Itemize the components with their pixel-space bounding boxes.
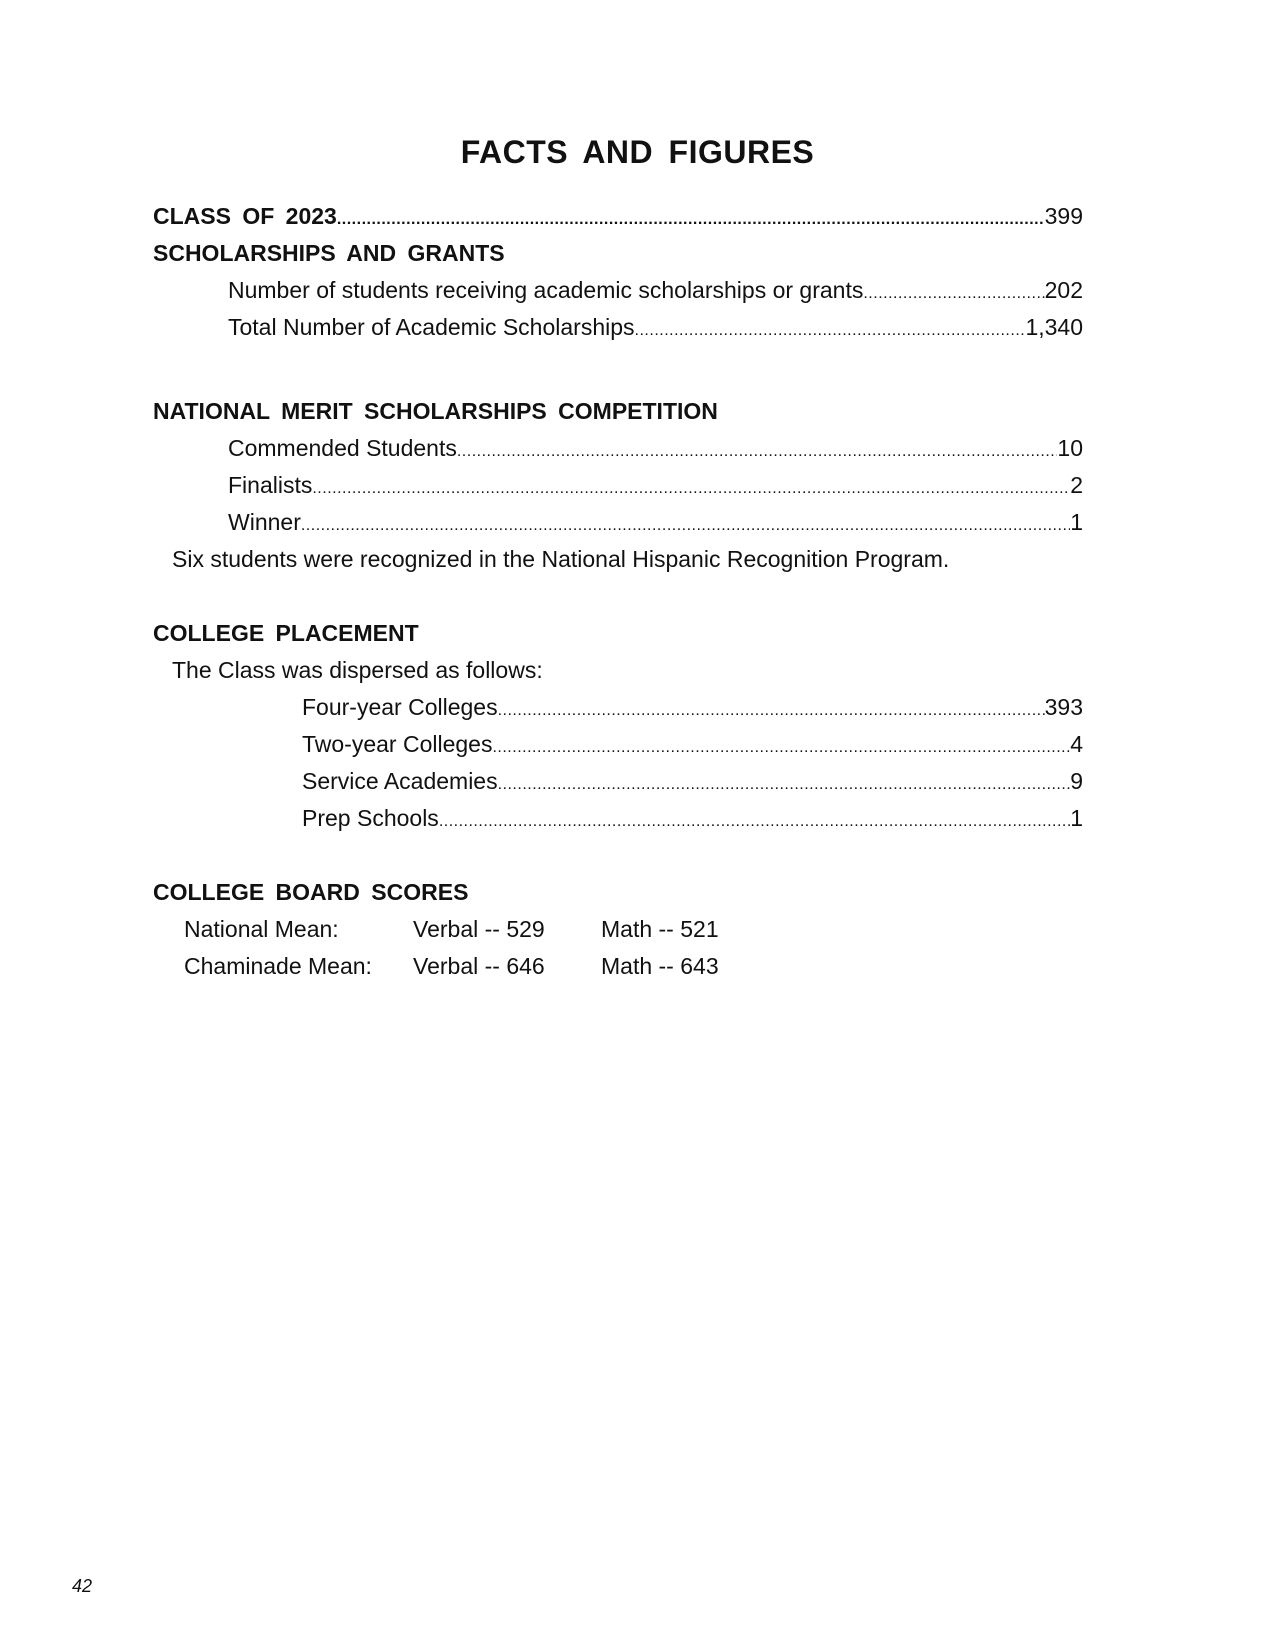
- score-verbal: Verbal -- 529: [413, 916, 545, 942]
- scholarships-heading: SCHOLARSHIPS AND GRANTS: [153, 240, 505, 266]
- dot-leader: [337, 202, 1045, 234]
- national-merit-item-value: 1: [1070, 509, 1083, 535]
- college-placement-heading: COLLEGE PLACEMENT: [153, 620, 419, 646]
- scholarship-item: [228, 272, 1083, 308]
- class-of-row: [153, 198, 1083, 234]
- dot-leader: [492, 730, 1070, 762]
- dot-leader: [863, 276, 1044, 308]
- placement-item-label: Two-year Colleges: [302, 731, 493, 757]
- dot-leader: [312, 471, 1070, 503]
- national-merit-item-value: 2: [1070, 472, 1083, 498]
- placement-item-value: 393: [1044, 694, 1083, 720]
- dot-leader: [439, 804, 1070, 836]
- placement-item: [302, 726, 1083, 762]
- dot-leader: [301, 508, 1070, 540]
- score-verbal: Verbal -- 646: [413, 953, 545, 979]
- placement-item: [302, 763, 1083, 799]
- college-placement-intro: The Class was dispersed as follows:: [172, 657, 543, 683]
- class-of-label: CLASS OF 2023: [153, 203, 337, 229]
- national-merit-item: [228, 467, 1083, 503]
- national-merit-item: [228, 430, 1083, 466]
- dot-leader: [457, 434, 1058, 466]
- national-merit-item-label: Winner: [228, 509, 301, 535]
- placement-item-value: 9: [1070, 768, 1083, 794]
- score-math: Math -- 521: [601, 916, 719, 942]
- placement-item: [302, 689, 1083, 725]
- placement-item-label: Prep Schools: [302, 805, 439, 831]
- placement-item-label: Service Academies: [302, 768, 498, 794]
- national-merit-item-label: Commended Students: [228, 435, 457, 461]
- scholarship-item-value: 202: [1044, 277, 1083, 303]
- score-math: Math -- 643: [601, 953, 719, 979]
- scholarship-item-label: Total Number of Academic Scholarships: [228, 314, 635, 340]
- scholarship-item-label: Number of students receiving academic scholarships or grants: [228, 277, 864, 303]
- score-row-label: Chaminade Mean:: [184, 953, 372, 979]
- score-row-label: National Mean:: [184, 916, 339, 942]
- national-merit-item: [228, 504, 1083, 540]
- scholarship-item: [228, 309, 1083, 345]
- class-of-value: 399: [1044, 203, 1083, 229]
- placement-item-value: 4: [1070, 731, 1083, 757]
- scholarship-item-value: 1,340: [1025, 314, 1083, 340]
- national-merit-heading: NATIONAL MERIT SCHOLARSHIPS COMPETITION: [153, 398, 718, 424]
- national-merit-item-value: 10: [1057, 435, 1083, 461]
- placement-item-value: 1: [1070, 805, 1083, 831]
- dot-leader: [498, 767, 1071, 799]
- college-board-heading: COLLEGE BOARD SCORES: [153, 879, 469, 905]
- page-number: 42: [72, 1576, 93, 1596]
- dot-leader: [498, 693, 1045, 725]
- placement-item: [302, 800, 1083, 836]
- hispanic-recognition-note: Six students were recognized in the National Hispanic Recognition Program.: [172, 546, 950, 572]
- placement-item-label: Four-year Colleges: [302, 694, 498, 720]
- page-title: FACTS AND FIGURES: [460, 134, 815, 170]
- national-merit-item-label: Finalists: [228, 472, 313, 498]
- dot-leader: [635, 313, 1026, 345]
